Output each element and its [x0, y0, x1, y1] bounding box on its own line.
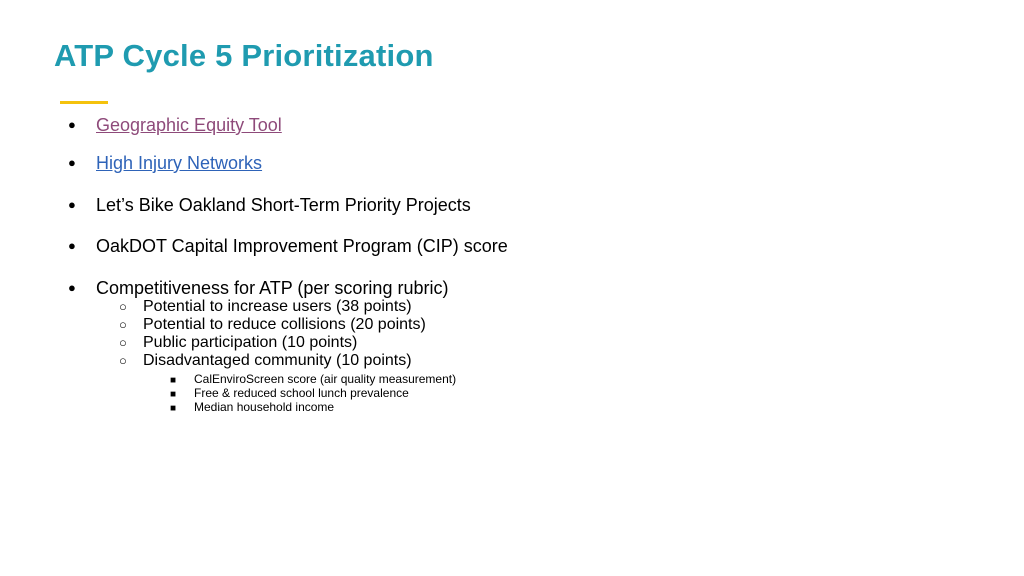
bullet-square-icon: ■: [170, 389, 177, 400]
calenviro-text: CalEnviroScreen score (air quality measurement): [194, 372, 457, 386]
lunch-text: Free & reduced school lunch prevalence: [194, 386, 409, 400]
sub-sub-bullet-income: [170, 400, 334, 416]
collisions-text: Potential to reduce collisions (20 points): [143, 316, 426, 333]
high-injury-networks-link[interactable]: High Injury Networks: [96, 153, 263, 173]
bullet-circle-icon: ○: [119, 335, 127, 350]
bullet-disc-icon: ●: [68, 197, 76, 212]
bullet-disc-icon: ●: [68, 117, 76, 132]
income-text: Median household income: [194, 400, 335, 414]
bullet-competitiveness: [68, 277, 448, 299]
bullet-circle-icon: ○: [119, 299, 127, 314]
users-text: Potential to increase users (38 points): [143, 298, 412, 315]
bullet-square-icon: ■: [170, 403, 177, 414]
disadvantaged-text: Disadvantaged community (10 points): [143, 352, 412, 369]
bullet-geographic-equity: [68, 114, 282, 136]
participation-text: Public participation (10 points): [143, 334, 358, 351]
title-accent-bar: [60, 101, 108, 104]
bullet-disc-icon: ●: [68, 155, 76, 170]
slide-title: ATP Cycle 5 Prioritization: [54, 38, 434, 73]
bullet-oakdot: [68, 235, 508, 257]
bullet-disc-icon: ●: [68, 280, 76, 295]
sub-bullet-participation: [119, 334, 357, 352]
lets-bike-text: Let’s Bike Oakland Short-Term Priority Projects: [96, 195, 471, 215]
bullet-circle-icon: ○: [119, 353, 127, 368]
bullet-square-icon: ■: [170, 375, 177, 386]
oakdot-text: OakDOT Capital Improvement Program (CIP) score: [96, 236, 508, 256]
bullet-circle-icon: ○: [119, 317, 127, 332]
bullet-disc-icon: ●: [68, 238, 76, 253]
bullet-lets-bike: [68, 194, 471, 216]
geographic-equity-tool-link[interactable]: Geographic Equity Tool: [96, 115, 282, 135]
sub-bullet-collisions: [119, 316, 426, 334]
sub-bullet-users: [119, 298, 412, 316]
competitiveness-text: Competitiveness for ATP (per scoring rubric): [96, 278, 449, 298]
sub-bullet-disadvantaged: [119, 352, 412, 370]
bullet-high-injury: [68, 152, 262, 174]
